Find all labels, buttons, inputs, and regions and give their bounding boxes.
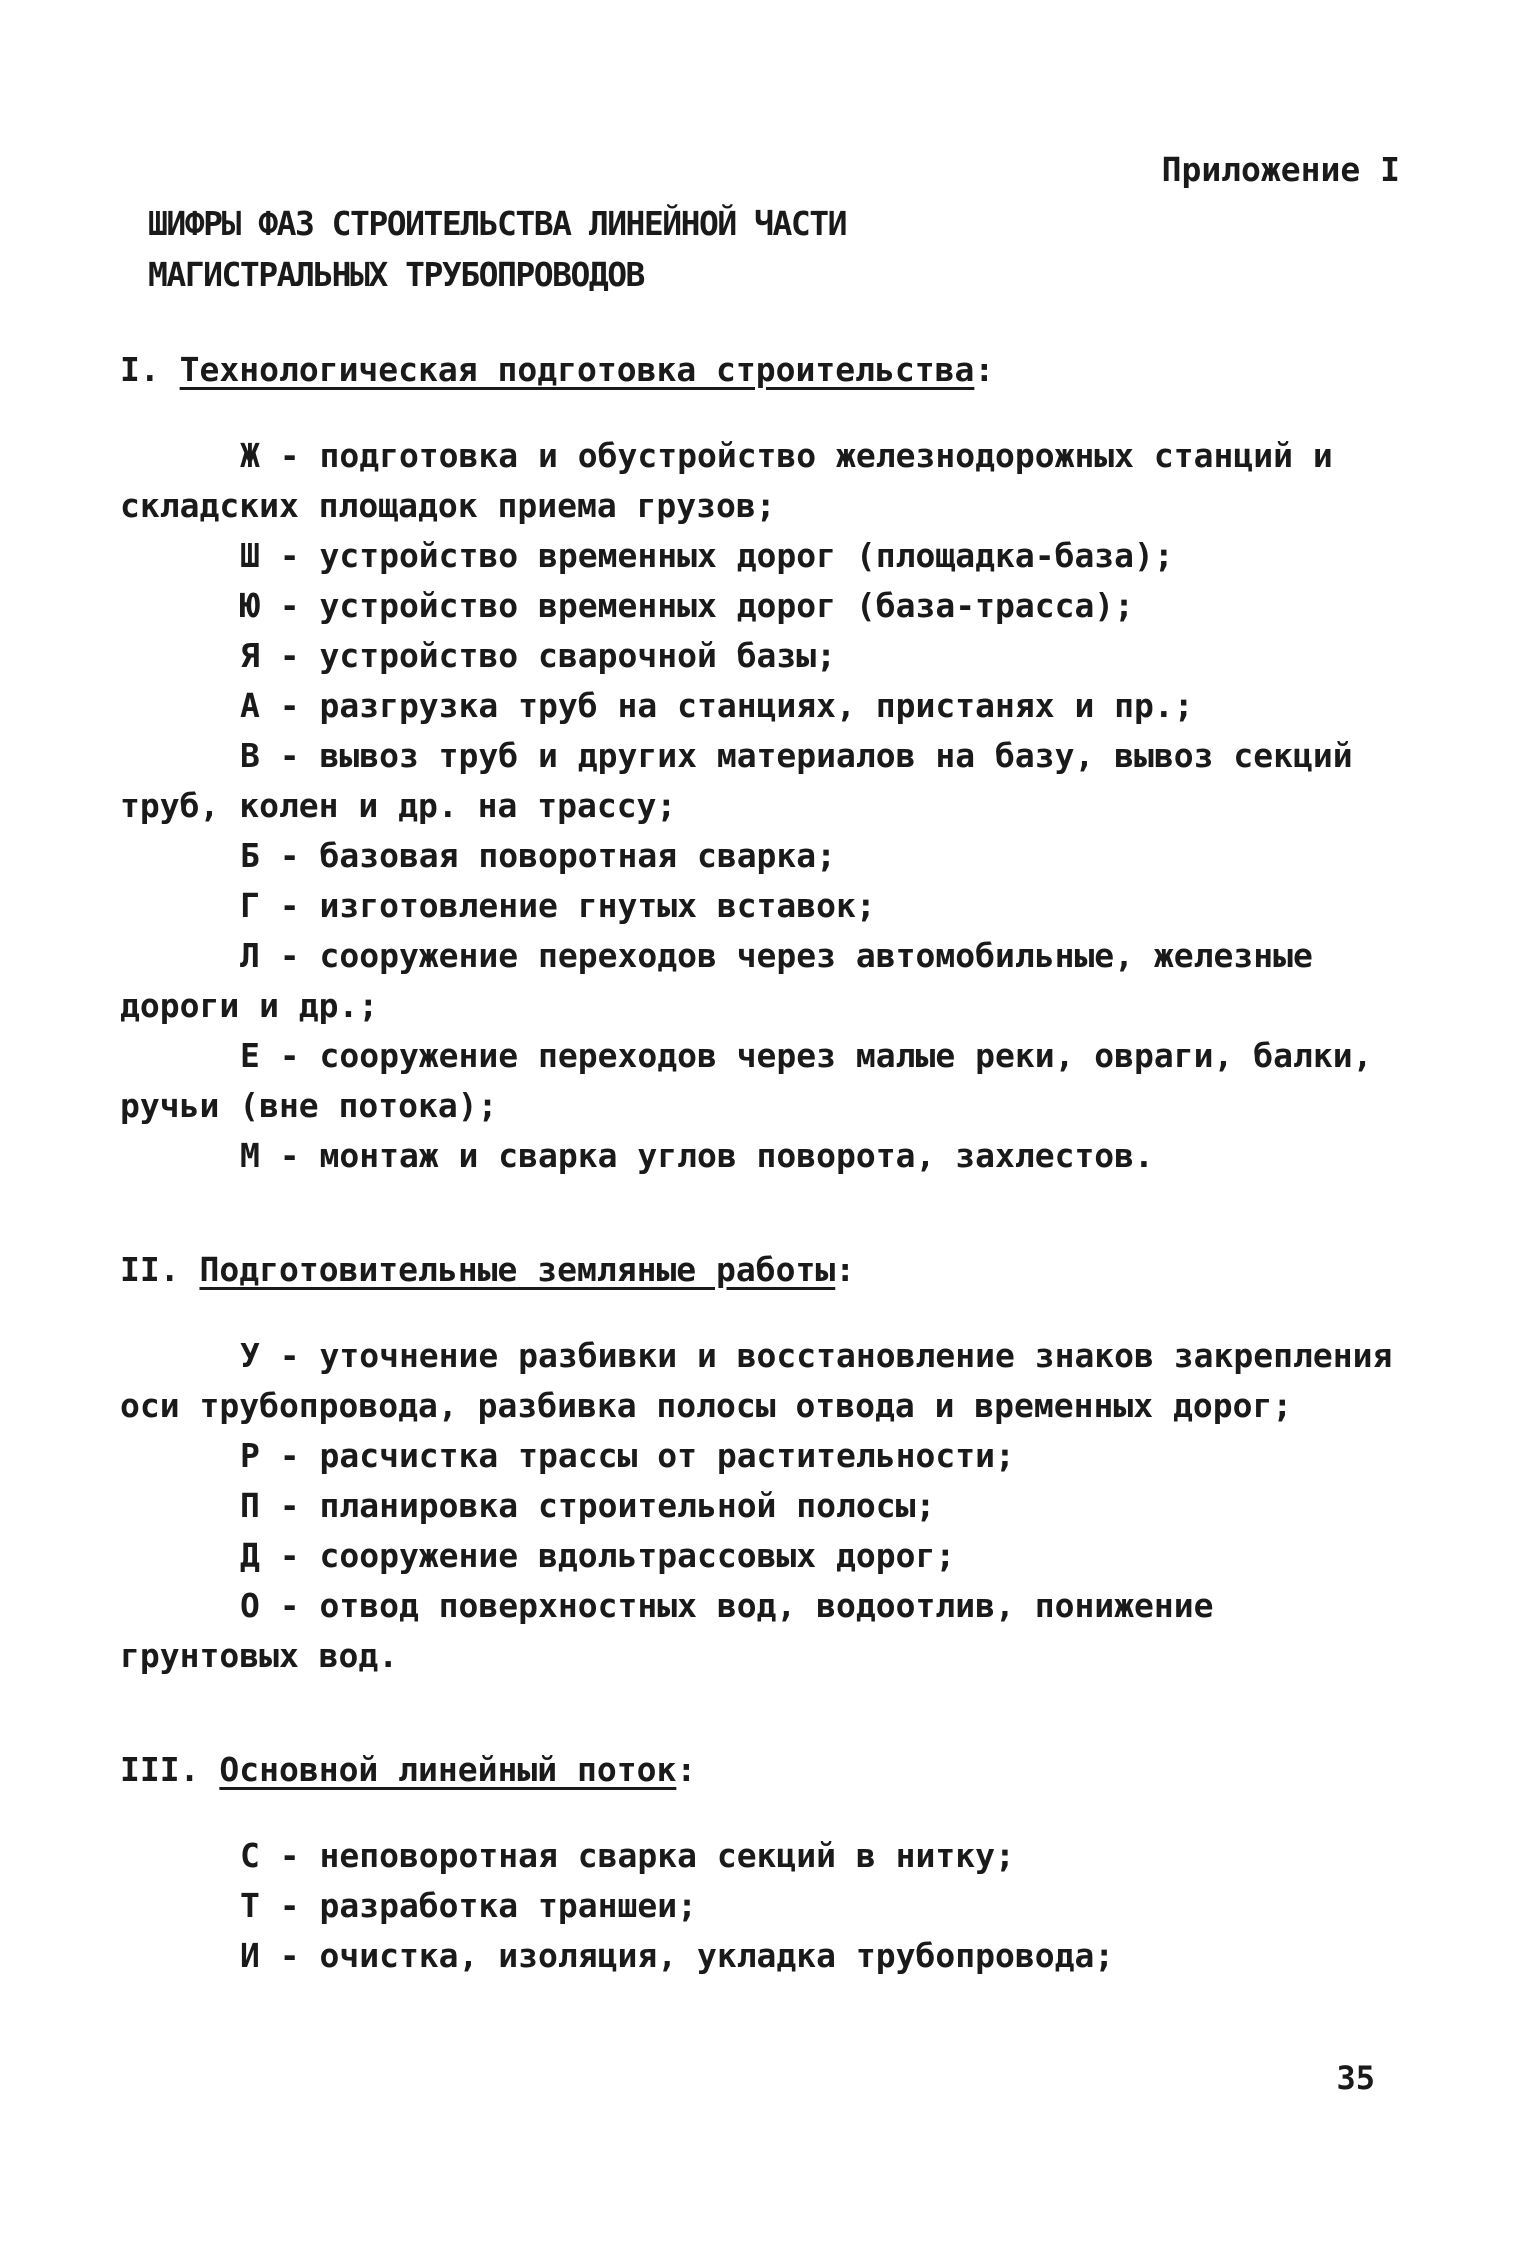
appendix-label: Приложение I	[1161, 150, 1400, 189]
list-item: Ю - устройство временных дорог (база-трасса);	[240, 586, 1135, 625]
list-item: П - планировка строительной полосы;	[240, 1486, 936, 1525]
section-2-title-text: Подготовительные земляные работы	[199, 1250, 836, 1289]
page-number: 35	[1336, 2059, 1375, 2097]
list-item: Д - сооружение вдольтрассовых дорог;	[240, 1536, 956, 1575]
list-item: О - отвод поверхностных вод, водоотлив, понижение грунтовых вод.	[120, 1586, 1214, 1675]
section-1-title-text: Технологическая подготовка строительства	[179, 350, 975, 389]
list-item: Ж - подготовка и обустройство железнодорожных станций и складских площадок приема грузов;	[120, 436, 1333, 525]
list-item: В - вывоз труб и других материалов на базу, вывоз секций труб, колен и др. на трассу;	[120, 736, 1353, 825]
list-item: Ш - устройство временных дорог (площадка-база);	[240, 536, 1174, 575]
list-item: У - уточнение разбивки и восстановление знаков закрепления оси трубопровода, разбивка полосы отвода и временных дорог;	[120, 1336, 1393, 1425]
list-item: А - разгрузка труб на станциях, пристанях и пр.;	[240, 686, 1194, 725]
section-1-title: I. Технологическая подготовка строительства:	[120, 350, 995, 389]
list-item: Т - разработка траншеи;	[240, 1886, 697, 1925]
document-title	[148, 198, 846, 300]
document-body	[120, 345, 1410, 1981]
section-3-title-text: Основной линейный поток	[219, 1750, 677, 1789]
section-3-title: III. Основной линейный поток:	[120, 1750, 697, 1789]
list-item: Я - устройство сварочной базы;	[240, 636, 837, 675]
list-item: М - монтаж и сварка углов поворота, захлестов.	[240, 1136, 1154, 1175]
list-item: Б - базовая поворотная сварка;	[240, 836, 837, 875]
title-line-2: МАГИСТРАЛЬНЫХ ТРУБОПРОВОДОВ	[148, 255, 644, 294]
section-2-title: II. Подготовительные земляные работы:	[120, 1250, 856, 1289]
list-item: Е - сооружение переходов через малые реки, овраги, балки, ручьи (вне потока);	[120, 1036, 1373, 1125]
title-line-1: ШИФРЫ ФАЗ СТРОИТЕЛЬСТВА ЛИНЕЙНОЙ ЧАСТИ	[148, 204, 846, 243]
list-item: Р - расчистка трассы от растительности;	[240, 1436, 1015, 1475]
list-item: И - очистка, изоляция, укладка трубопровода;	[240, 1936, 1115, 1975]
list-item: Г - изготовление гнутых вставок;	[240, 886, 876, 925]
list-item: Л - сооружение переходов через автомобильные, железные дороги и др.;	[120, 936, 1313, 1025]
list-item: С - неповоротная сварка секций в нитку;	[240, 1836, 1015, 1875]
